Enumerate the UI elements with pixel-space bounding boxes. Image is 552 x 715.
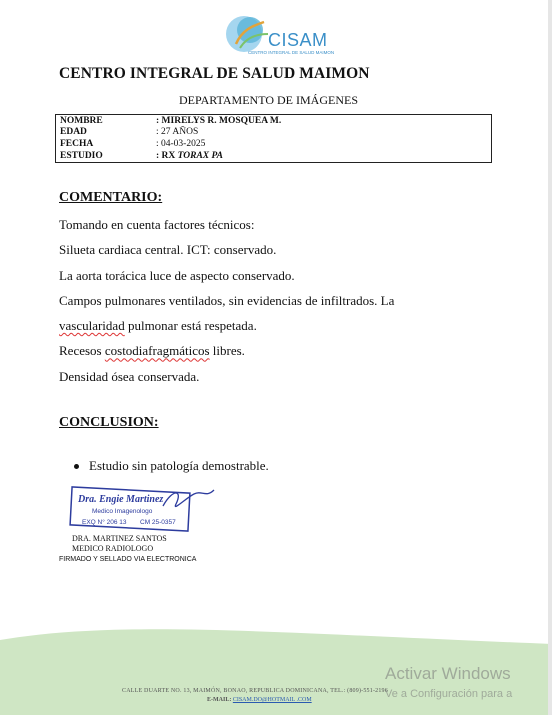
comentario-line: La aorta torácica luce de aspecto conservado. — [59, 267, 295, 283]
study-name: TORAX PA — [177, 151, 223, 161]
study-prefix: : RX — [156, 151, 178, 161]
comentario-line: Tomando en cuenta factores técnicos: — [59, 217, 255, 232]
comentario-heading: COMENTARIO: — [59, 190, 163, 205]
value-nombre: : MIRELYS R. MOSQUEA M. — [156, 116, 282, 126]
email-link[interactable]: CISAM.DO@HOTMAIL .COM — [232, 697, 312, 703]
comentario-line: Recesos costodiafragmáticos libres. — [59, 343, 245, 359]
comentario-body — [59, 212, 394, 389]
comentario-line: vascularidad pulmonar está respetada. — [59, 318, 257, 334]
patient-info-box — [55, 114, 492, 163]
doctor-title: MEDICO RADIOLOGO — [72, 544, 154, 553]
center-title: CENTRO INTEGRAL DE SALUD MAIMON — [59, 65, 370, 82]
signed-note: FIRMADO Y SELLADO VIA ELECTRONICA — [59, 556, 197, 563]
label-estudio: ESTUDIO — [60, 151, 103, 161]
stamp-cm: CM 25-0357 — [140, 519, 176, 526]
footer-address: CALLE DUARTE NO. 13, MAIMÓN, BONAO, REPUBLICA DOMINICANA, TEL.: (809)-551-2196 — [122, 688, 388, 694]
value-edad: : 27 AÑOS — [156, 127, 199, 137]
comentario-line: Campos pulmonares ventilados, sin evidencias de infiltrados. La — [59, 292, 395, 308]
bullet-icon — [74, 464, 79, 469]
department-title: DEPARTAMENTO DE IMÁGENES — [179, 93, 358, 107]
page-edge — [548, 0, 552, 715]
label-edad: EDAD — [60, 127, 87, 137]
comentario-line: Silueta cardiaca central. ICT: conservado. — [59, 242, 277, 258]
stamp-exq: EXQ N° 206 13 — [82, 519, 127, 526]
footer-email: E-MAIL: CISAM.DO@HOTMAIL .COM — [207, 697, 312, 703]
conclusion-bullet — [74, 458, 269, 474]
spellcheck-word: costodiafragmáticos — [104, 343, 210, 359]
windows-activation-subtitle[interactable]: Ve a Configuración para a — [385, 688, 513, 700]
value-estudio — [156, 151, 223, 162]
conclusion-text: Estudio sin patología demostrable. — [89, 458, 269, 473]
stamp-name: Dra. Engie Martinez — [78, 494, 164, 505]
label-fecha: FECHA — [60, 139, 94, 149]
doctor-signature-block — [72, 534, 167, 554]
comentario-line: Densidad ósea conservada. — [59, 368, 200, 384]
cisam-logo — [222, 12, 342, 58]
logo-name: CISAM — [268, 30, 328, 50]
value-fecha: : 04-03-2025 — [156, 139, 206, 149]
logo-subtitle: CENTRO INTEGRAL DE SALUD MAIMON — [248, 50, 335, 55]
spellcheck-word: vascularidad — [59, 318, 125, 334]
doctor-stamp — [68, 484, 218, 532]
conclusion-heading: CONCLUSION: — [59, 415, 159, 430]
stamp-title: Medico Imagenologo — [92, 508, 153, 515]
windows-activation-title: Activar Windows — [385, 664, 511, 683]
doctor-name: DRA. MARTINEZ SANTOS — [72, 534, 167, 543]
label-nombre: NOMBRE — [60, 116, 103, 126]
